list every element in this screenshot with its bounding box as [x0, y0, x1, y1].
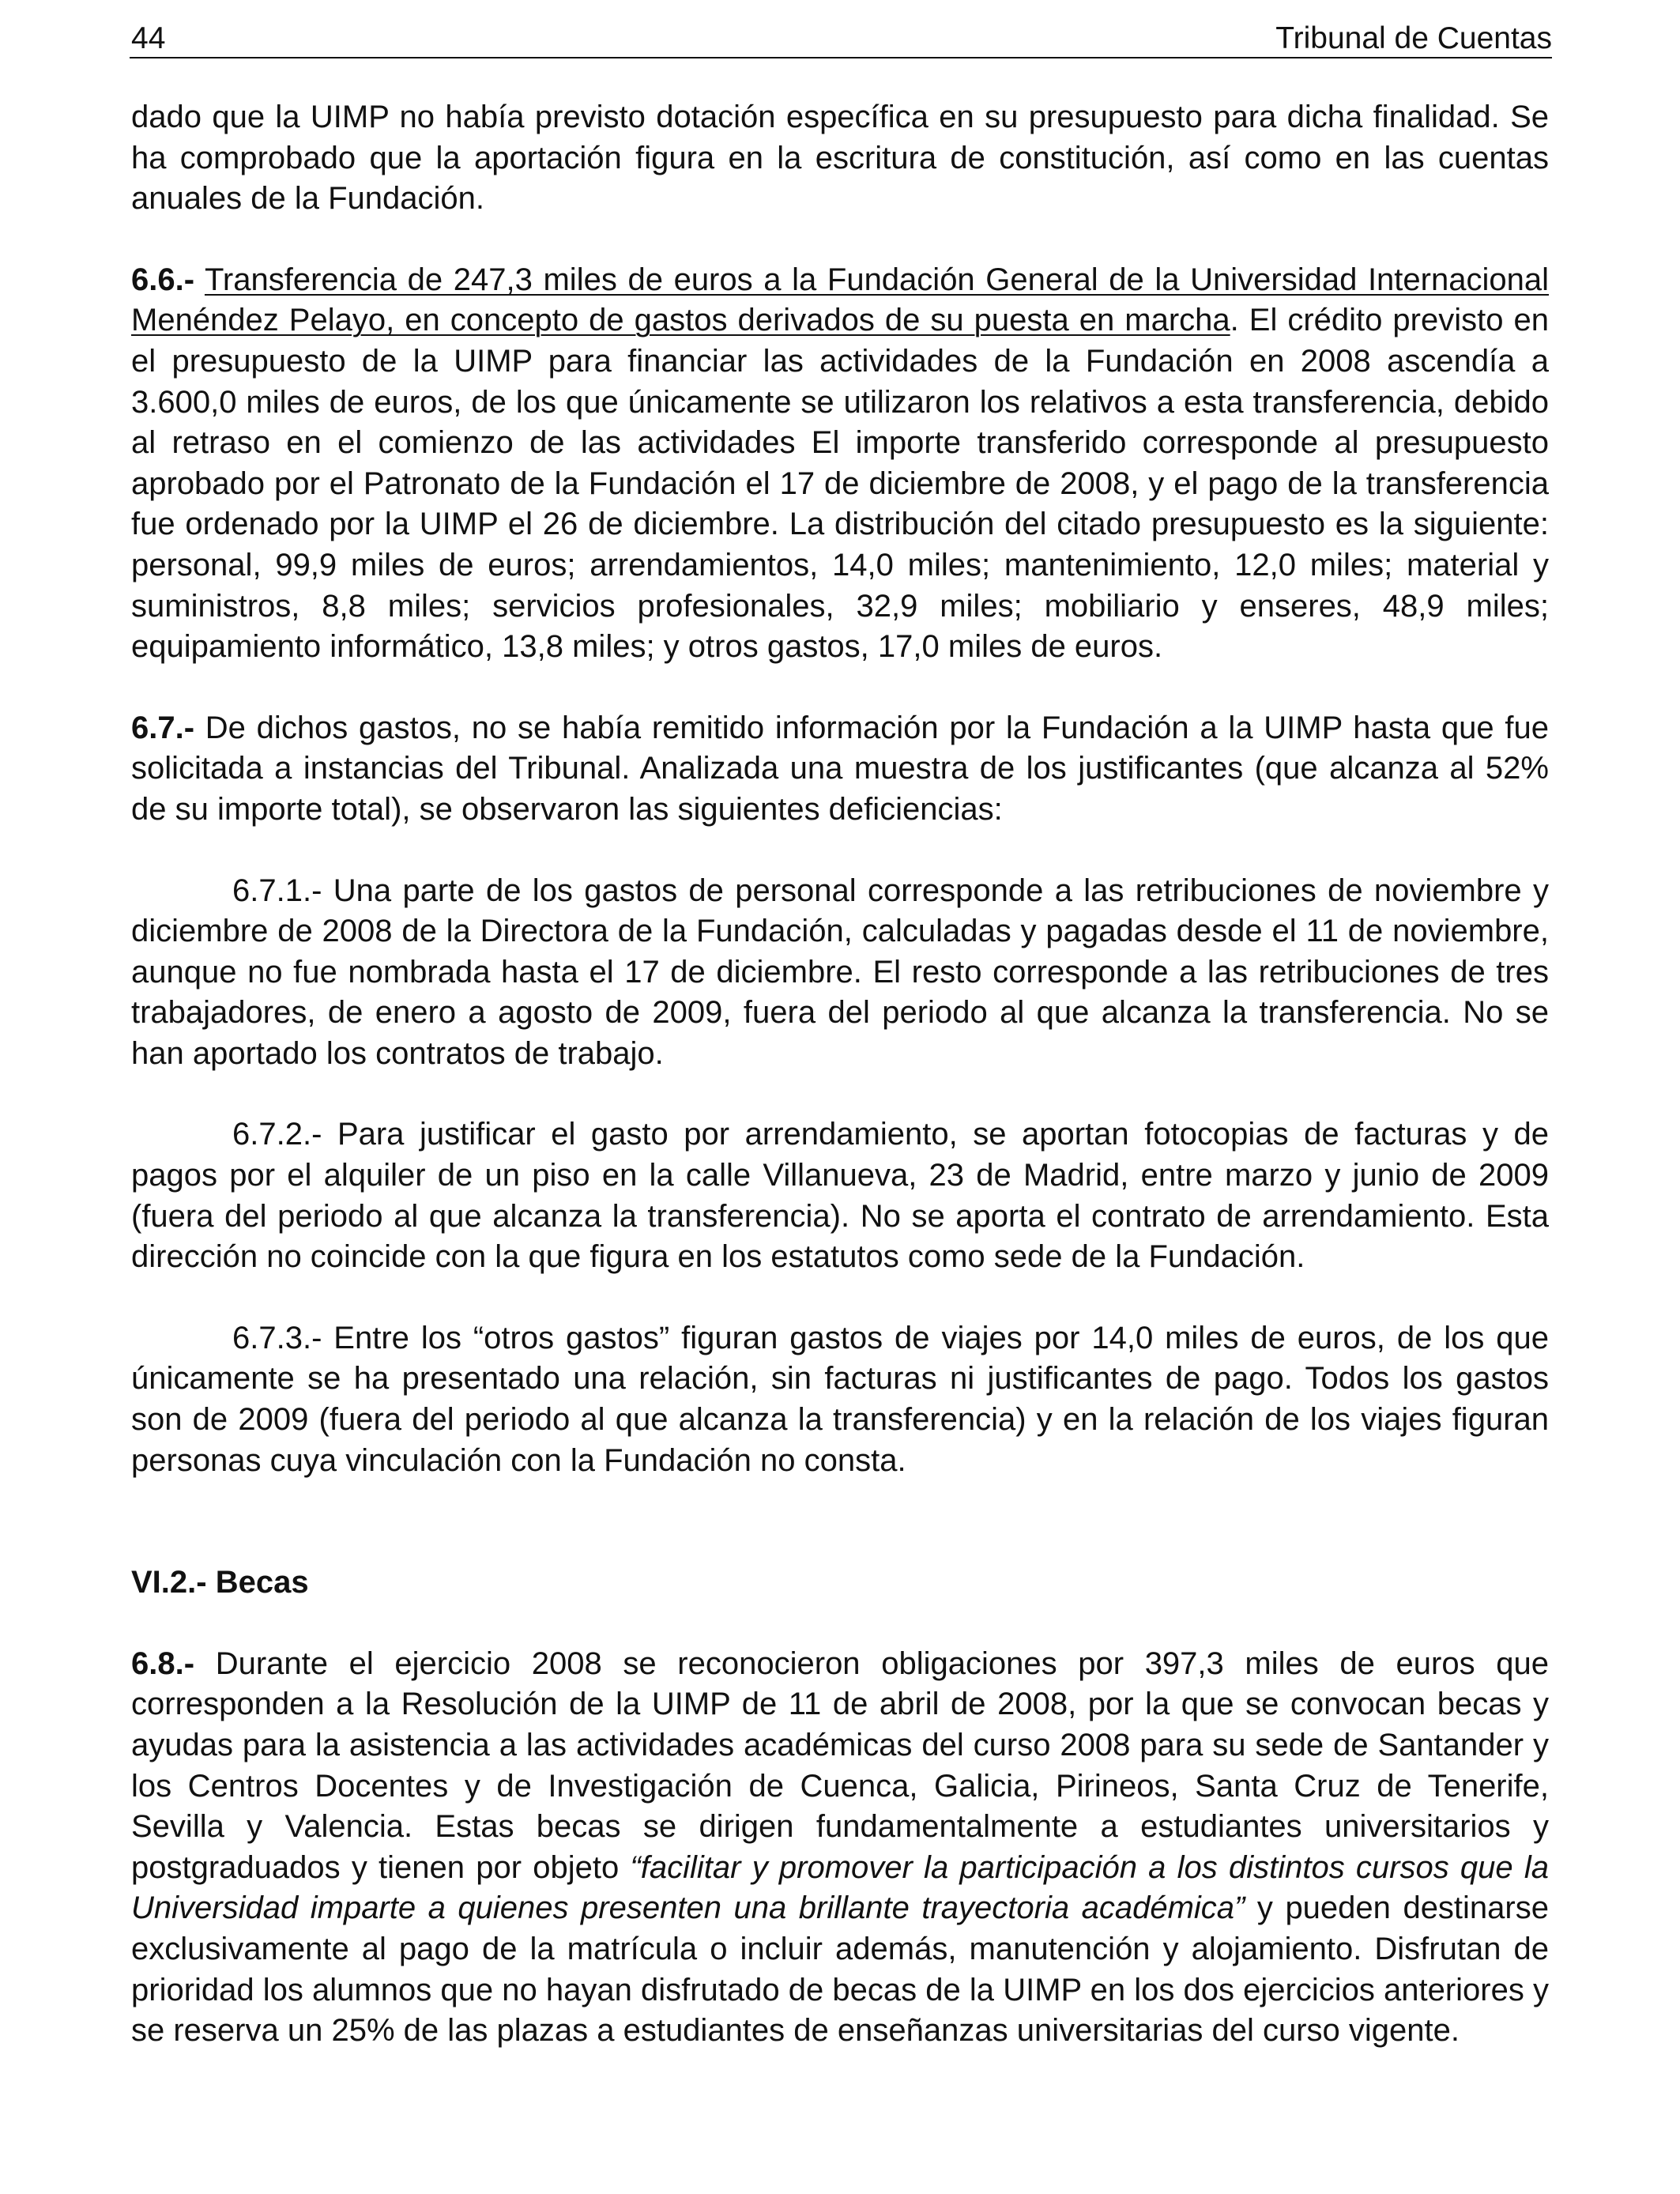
paragraph-label: 6.8.- — [131, 1646, 195, 1681]
paragraph-6-7-3: 6.7.3.- Entre los “otros gastos” figuran gastos de viajes por 14,0 miles de euros, de los que únicamente se ha presentado una relación, sin facturas ni justificantes de pago. Todos los gastos son de 2009 (fuera del periodo al que alcanza la transferencia) y en la relación de los viajes figuran personas cuya vinculación con la Fundación no consta. — [131, 1320, 1549, 1478]
paragraph-6-6 — [131, 260, 1549, 668]
header-title: Tribunal de Cuentas — [1275, 21, 1552, 55]
paragraph-label: 6.6.- — [131, 262, 195, 297]
paragraph-text: . El crédito previsto en el presupuesto de la UIMP para financiar las actividades de la Fundación en 2008 ascendía a 3.600,0 miles de euros, de los que únicamente se utilizaron los relativos a esta transferencia, debido al retraso en el comienzo de las actividades El importe transferido corresponde al presupuesto aprobado por el Patronato de la Fundación el 17 de diciembre de 2008, y el pago de la transferencia fue ordenado por la UIMP el 26 de diciembre. La distribución del citado presupuesto es la siguiente: personal, 99,9 miles de euros; arrendamientos, 14,0 miles; mantenimiento, 12,0 miles; material y suministros, 8,8 miles; servicios profesionales, 32,9 miles; mobiliario y enseres, 48,9 miles; equipamiento informático, 13,8 miles; y otros gastos, 17,0 miles de euros. — [131, 303, 1549, 665]
paragraph-label: 6.7.- — [131, 710, 195, 745]
paragraph-6-8 — [131, 1644, 1549, 2052]
paragraph-6-7 — [131, 708, 1549, 831]
paragraph-6-7-2: 6.7.2.- Para justificar el gasto por arrendamiento, se aportan fotocopias de facturas y de pagos por el alquiler de un piso en la calle Villanueva, 23 de Madrid, entre marzo y junio de 2009 (fuera del periodo al que alcanza la transferencia). No se aporta el contrato de arrendamiento. Esta dirección no coincide con la que figura en los estatutos como sede de la Fundación. — [131, 1117, 1549, 1275]
paragraph-heading-underlined: Transferencia de 247,3 miles de euros a la Fundación General de la Universidad Internacional Menéndez Pelayo, en concepto de gastos derivados de su puesta en marcha — [131, 262, 1549, 338]
page-header — [130, 17, 1552, 58]
section-heading: VI.2.- Becas — [131, 1565, 309, 1600]
paragraph-text: De dichos gastos, no se había remitido información por la Fundación a la UIMP hasta que fue solicitada a instancias del Tribunal. Analizada una muestra de los justificantes (que alcanza al 52% de su importe total), se observaron las siguientes deficiencias: — [131, 710, 1549, 827]
italic-quote: “facilitar y promover la participación a los distintos cursos que la Universidad imparte a quienes presenten una brillante trayectoria académica” — [131, 1849, 1549, 1926]
page-number: 44 — [131, 21, 166, 55]
paragraph-6-7-1: 6.7.1.- Una parte de los gastos de personal corresponde a las retribuciones de noviembre y diciembre de 2008 de la Directora de la Fundación, calculadas y pagadas desde el 11 de noviembre, aunque no fue nombrada hasta el 17 de diciembre. El resto corresponde a las retribuciones de tres trabajadores, de enero a agosto de 2009, fuera del periodo al que alcanza la transferencia. No se han aportado los contratos de trabajo. — [131, 873, 1549, 1071]
paragraph-text: Durante el ejercicio 2008 se reconocieron obligaciones por 397,3 miles de euros que corresponden a la Resolución de la UIMP de 11 de abril de 2008, por la que se convocan becas y ayudas para la asistencia a las actividades académicas del curso 2008 para su sede de Santander y los Centros Docentes y de Investigación de Cuenca, Galicia, Pirineos, Santa Cruz de Tenerife, Sevilla y Valencia. Estas becas se dirigen fundamentalmente a estudiantes universitarios y postgraduados y tienen por objeto — [131, 1646, 1549, 1885]
paragraph-text: y pueden destinarse exclusivamente al pago de la matrícula o incluir además, manutención y alojamiento. Disfrutan de prioridad los alumnos que no hayan disfrutado de becas de la UIMP en los dos ejercicios anteriores y se reserva un 25% de las plazas a estudiantes de enseñanzas universitarias del curso vigente. — [131, 1891, 1549, 2049]
paragraph-intro: dado que la UIMP no había previsto dotación específica en su presupuesto para dicha finalidad. Se ha comprobado que la aportación figura en la escritura de constitución, así como en las cuentas anuales de la Fundación. — [131, 100, 1549, 217]
document-body — [131, 97, 1549, 2052]
